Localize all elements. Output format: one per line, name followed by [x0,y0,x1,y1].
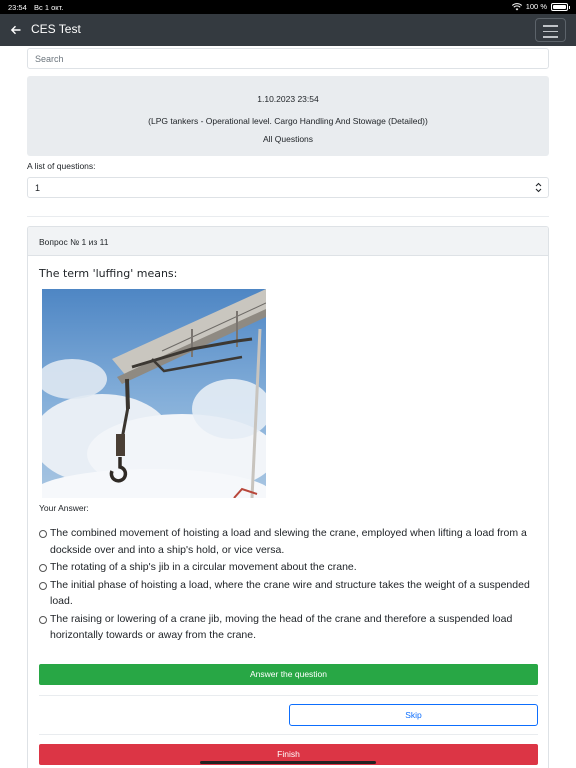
test-datetime: 1.10.2023 23:54 [257,94,319,104]
question-header: Вопрос № 1 из 11 [28,227,548,256]
wifi-icon [512,3,522,11]
test-info-box [27,76,549,156]
skip-button[interactable]: Skip [289,704,538,726]
test-subject: (LPG tankers - Operational level. Cargo Handling And Stowage (Detailed)) [148,116,428,126]
home-indicator[interactable] [200,761,376,764]
answer-option-text: The combined movement of hoisting a load and slewing the crane, employed when lifting a load from a dockside over and into a ship's hold, or vice versa. [50,527,527,556]
battery-icon [551,3,568,11]
test-scope: All Questions [262,134,314,144]
search-input[interactable]: Search [27,48,549,69]
answer-option[interactable] [39,559,539,576]
status-time: 23:54 [8,3,27,12]
question-card [27,226,549,768]
answer-option[interactable] [39,577,539,610]
question-image [42,289,266,498]
chevron-updown-icon [535,181,542,195]
answer-options [39,525,539,645]
app-title: CES Test [31,22,81,36]
answer-option-text: The initial phase of hoisting a load, where the crane wire and structure takes the weight of a suspended load. [50,578,530,607]
hamburger-icon[interactable] [535,18,566,42]
answer-option[interactable] [39,525,539,558]
divider [39,695,538,696]
your-answer-label: Your Answer: [39,503,89,513]
radio-button[interactable] [39,564,47,572]
answer-option[interactable] [39,611,539,644]
section-divider [27,216,549,217]
answer-option-text: The rotating of a ship's jib in a circular movement about the crane. [50,561,357,573]
finish-button[interactable]: Finish [39,744,538,765]
question-list-label: A list of questions: [27,161,96,171]
radio-button[interactable] [39,530,47,538]
status-date: Вс 1 окт. [34,3,64,12]
divider [39,734,538,735]
status-bar [0,0,576,14]
radio-button[interactable] [39,616,47,624]
status-right [512,2,568,11]
question-select-value: 1 [35,183,41,193]
answer-button[interactable]: Answer the question [39,664,538,685]
radio-button[interactable] [39,582,47,590]
question-title: The term 'luffing' means: [39,267,178,280]
battery-percent: 100 % [525,2,547,11]
question-select[interactable] [27,177,549,198]
answer-option-text: The raising or lowering of a crane jib, moving the head of the crane and therefore a suspended load horizontally towards or away from the crane. [50,612,513,641]
arrow-left-icon[interactable] [8,22,24,38]
app-navbar [0,14,576,46]
